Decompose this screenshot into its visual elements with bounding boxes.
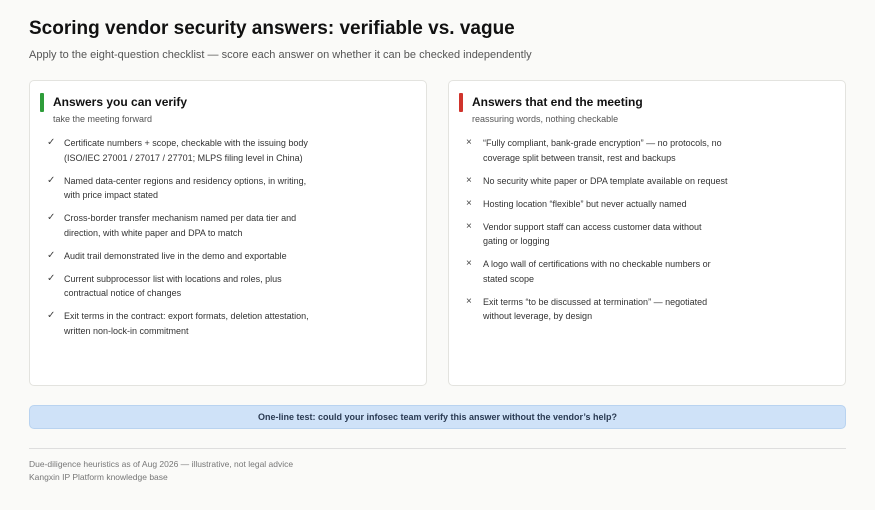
vague-card-subtitle: reassuring words, nothing checkable <box>472 114 619 124</box>
list-item <box>466 197 833 212</box>
footer-divider <box>29 448 846 449</box>
list-item <box>466 174 833 189</box>
checkmark-icon: ✓ <box>47 310 56 321</box>
list-item-text: No security white paper or DPA template available on request <box>483 175 728 186</box>
checkmark-icon: ✓ <box>47 212 56 223</box>
list-item <box>47 249 414 264</box>
list-item-text: Exit terms in the contract: export formats, deletion attestation, written non-lock-in commitment <box>64 311 309 336</box>
footer-disclaimer: Due-diligence heuristics as of Aug 2026 — illustrative, not legal advice <box>29 459 294 469</box>
footer <box>29 458 293 484</box>
cross-icon: × <box>466 137 472 148</box>
checkmark-icon: ✓ <box>47 272 56 284</box>
verifiable-list <box>47 136 414 338</box>
list-item <box>466 220 833 249</box>
checkmark-icon: ✓ <box>47 137 56 148</box>
vague-list <box>466 136 833 324</box>
list-item-text: Audit trail demonstrated live in the demo and exportable <box>64 250 287 261</box>
list-item-text: Certificate numbers + scope, checkable with the issuing body (ISO/IEC 27001 / 27017 / 27701; MLPS filing level in China) <box>64 138 308 163</box>
list-item-text: Cross-border transfer mechanism named per data tier and direction, with white paper and DPA to match <box>64 213 297 238</box>
verifiable-card-title: Answers you can verify <box>53 95 188 109</box>
vague-card-header <box>459 93 833 112</box>
list-item-text: Exit terms “to be discussed at termination” — negotiated without leverage, by design <box>483 296 708 321</box>
one-line-test-callout: One-line test: could your infosec team verify this answer without the vendor’s help? <box>29 405 846 429</box>
list-item-text: A logo wall of certifications with no checkable numbers or stated scope <box>483 259 711 284</box>
cross-icon: × <box>466 295 472 307</box>
cross-icon: × <box>466 258 472 269</box>
page-subtitle: Apply to the eight-question checklist — score each answer on whether it can be checked independently <box>29 49 532 61</box>
list-item <box>466 295 833 324</box>
footer-source: Kangxin IP Platform knowledge base <box>29 472 168 482</box>
list-item-text: Vendor support staff can access customer data without gating or logging <box>483 221 702 246</box>
list-item-text: “Fully compliant, bank-grade encryption” — no protocols, no coverage split between transit, rest and backups <box>483 138 722 163</box>
list-item-text: Named data-center regions and residency options, in writing, with price impact stated <box>64 175 307 200</box>
list-item <box>47 174 414 203</box>
red-accent-bar <box>459 93 463 112</box>
list-item-text: Hosting location “flexible” but never actually named <box>483 198 687 209</box>
checkmark-icon: ✓ <box>47 174 56 186</box>
list-item <box>466 257 833 286</box>
list-item <box>47 211 414 240</box>
list-item <box>47 272 414 301</box>
cross-icon: × <box>466 174 472 186</box>
cards-row <box>29 80 846 386</box>
cross-icon: × <box>466 220 472 232</box>
vague-card <box>448 80 846 386</box>
cross-icon: × <box>466 197 472 209</box>
vague-card-title: Answers that end the meeting <box>472 95 643 109</box>
page-title: Scoring vendor security answers: verifiable vs. vague <box>29 18 515 39</box>
list-item <box>47 136 414 165</box>
list-item <box>466 136 833 165</box>
list-item <box>47 309 414 338</box>
verifiable-card-subtitle: take the meeting forward <box>53 114 153 124</box>
verifiable-card <box>29 80 427 386</box>
verifiable-card-header <box>40 93 414 112</box>
green-accent-bar <box>40 93 44 112</box>
checkmark-icon: ✓ <box>47 249 56 261</box>
list-item-text: Current subprocessor list with locations and roles, plus contractual notice of changes <box>64 273 282 298</box>
